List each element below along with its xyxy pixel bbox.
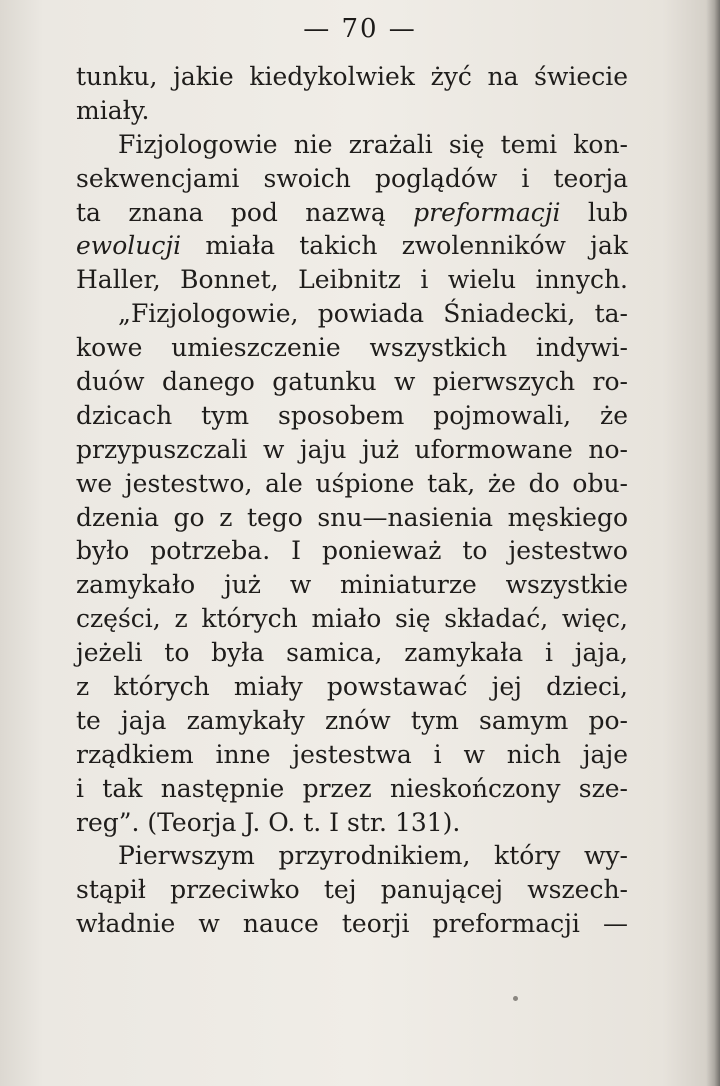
- italic-term: preformacji: [413, 197, 561, 227]
- page-number: — 70 —: [303, 14, 417, 44]
- text-line: rządkiem inne jestestwa i w nich jaje: [76, 739, 628, 769]
- text-line: we jestestwo, ale uśpione tak, że do obu-: [76, 468, 628, 498]
- paragraph-start-line: Pierwszym przyrodnikiem, który wy-: [118, 841, 628, 871]
- text-line: kowe umieszczenie wszystkich indywi-: [76, 333, 628, 363]
- text-line: dzicach tym sposobem pojmowali, że: [76, 400, 628, 430]
- text-line: te jaja zamykały znów tym samym po-: [76, 705, 628, 735]
- text-line: dzenia go z tego snu—nasienia męskiego: [76, 502, 628, 532]
- text-line: części, z których miało się składać, więc,: [76, 604, 628, 634]
- text-line: [76, 229, 628, 263]
- text-line: stąpił przeciwko tej panującej wszech-: [76, 875, 628, 905]
- text-line: tunku, jakie kiedykolwiek żyć na świecie: [76, 62, 628, 91]
- ink-speck: [513, 996, 518, 1001]
- text-line: i tak następnie przez nieskończony sze-: [76, 773, 628, 803]
- text-line: władnie w nauce teorji preformacji —: [76, 909, 628, 939]
- text-line: jeżeli to była samica, zamykała i jaja,: [76, 638, 628, 668]
- line-text: lub: [560, 197, 628, 227]
- text-line: reg”. (Teorja J. O. t. I str. 131).: [76, 807, 461, 837]
- text-line: było potrzeba. I ponieważ to jestestwo: [76, 536, 628, 566]
- text-line: zamykało już w miniaturze wszystkie: [76, 570, 628, 600]
- text-line: duów danego gatunku w pierwszych ro-: [76, 367, 628, 397]
- text-line: miały.: [76, 95, 150, 125]
- text-line: przypuszczali w jaju już uformowane no-: [76, 434, 628, 464]
- paragraph-start-line: Fizjologowie nie zrażali się temi kon-: [118, 129, 628, 159]
- text-line: z których miały powstawać jej dzieci,: [76, 672, 628, 702]
- text-line: [76, 196, 628, 230]
- text-line: Haller, Bonnet, Leibnitz i wielu innych.: [76, 265, 628, 295]
- paragraph-start-line: „Fizjologowie, powiada Śniadecki, ta-: [118, 299, 628, 329]
- line-text: ta znana pod nazwą: [76, 197, 414, 227]
- italic-term: ewolucji: [76, 231, 182, 261]
- text-line: sekwencjami swoich poglądów i teorja: [76, 163, 628, 193]
- page-edge-shadow: [706, 0, 720, 1086]
- body-text: [76, 60, 628, 941]
- line-text: miała takich zwolenników jak: [181, 231, 628, 261]
